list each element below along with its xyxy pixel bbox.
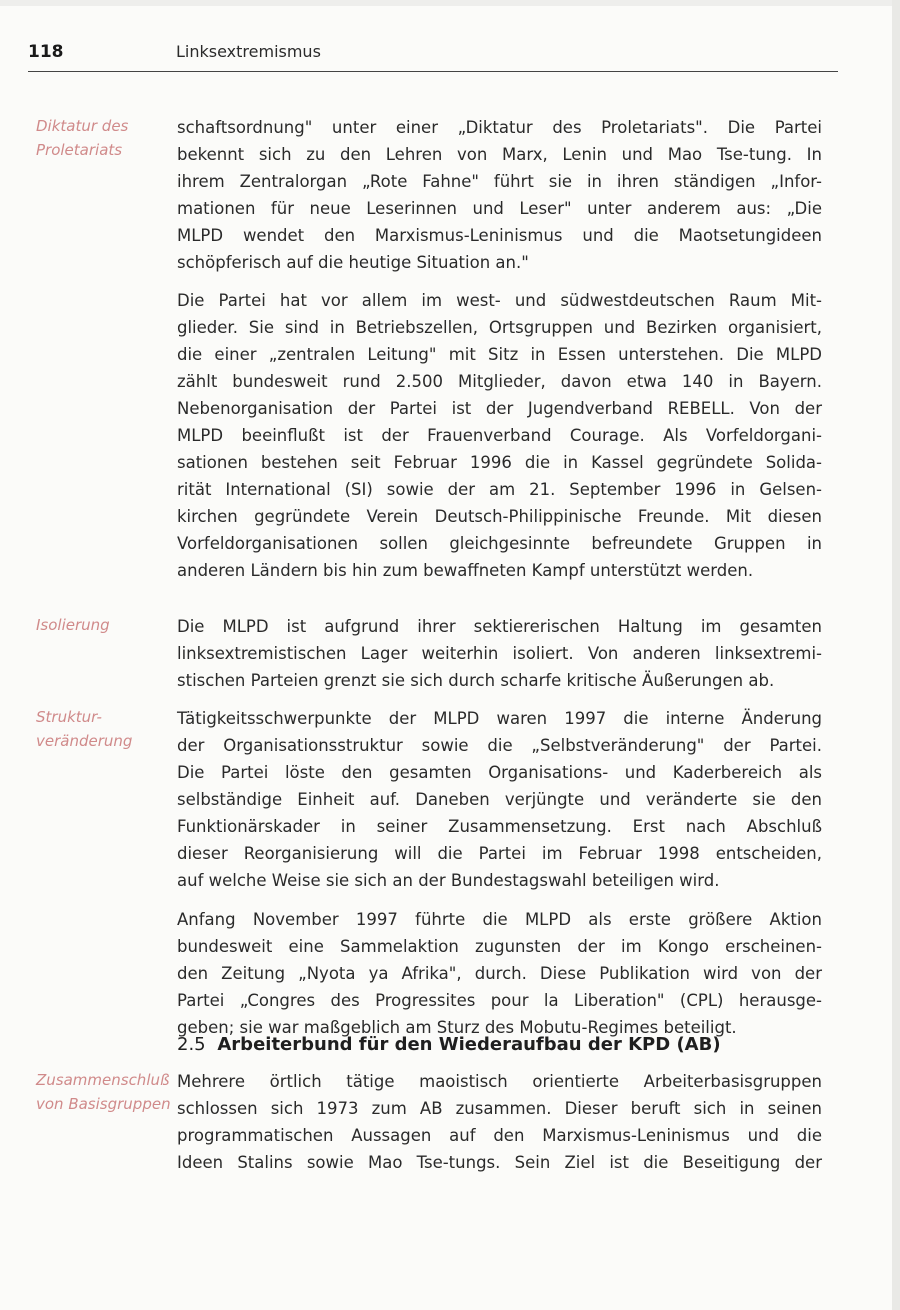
text-line: bundesweit eine Sammelaktion zugunsten der im Kongo erscheinen- — [177, 937, 822, 956]
text-line: Die Partei löste den gesamten Organisations- und Kaderbereich als — [177, 763, 822, 782]
text-line: stischen Parteien grenzt sie sich durch scharfe kritische Äußerungen ab. — [177, 671, 775, 690]
text-line: selbständige Einheit auf. Daneben verjüngte und veränderte sie den — [177, 790, 822, 809]
margin-note-line: veränderung — [36, 732, 133, 750]
page-header — [28, 38, 838, 68]
paragraph-strukturveraenderung — [177, 705, 822, 894]
text-line: mationen für neue Leserinnen und Leser" unter anderem aus: „Die — [177, 199, 822, 218]
text-line: ihrem Zentralorgan „Rote Fahne" führt sie in ihren ständigen „Infor- — [177, 172, 822, 191]
margin-note-line: von Basisgruppen — [36, 1095, 171, 1113]
paragraph-arbeiterbund — [177, 1068, 822, 1176]
text-line: der Organisationsstruktur sowie die „Selbstveränderung" der Partei. — [177, 736, 822, 755]
margin-note-isolierung — [36, 613, 171, 637]
text-line: schlossen sich 1973 zum AB zusammen. Dieser beruft sich in seinen — [177, 1099, 822, 1118]
text-line: Nebenorganisation der Partei ist der Jugendverband REBELL. Von der — [177, 399, 822, 418]
text-line: dieser Reorganisierung will die Partei im Februar 1998 entscheiden, — [177, 844, 822, 863]
section-title: Arbeiterbund für den Wiederaufbau der KPD (AB) — [217, 1034, 721, 1055]
margin-note-line: Isolierung — [36, 616, 110, 634]
margin-note-diktatur — [36, 114, 171, 162]
margin-note-line: Proletariats — [36, 141, 123, 159]
paragraph-diktatur — [177, 114, 822, 276]
text-line: glieder. Sie sind in Betriebszellen, Ortsgruppen und Bezirken organisiert, — [177, 318, 822, 337]
text-line: Mehrere örtlich tätige maoistisch orientierte Arbeiterbasisgruppen — [177, 1072, 822, 1091]
text-line: Partei „Congres des Progressites pour la Liberation" (CPL) herausge- — [177, 991, 822, 1010]
text-line: linksextremistischen Lager weiterhin isoliert. Von anderen linksextremi- — [177, 644, 822, 663]
section-number: 2.5 — [177, 1034, 206, 1055]
margin-note-line: Struktur- — [36, 708, 102, 726]
text-line: rität International (SI) sowie der am 21. September 1996 in Gelsen- — [177, 480, 822, 499]
header-rule — [28, 71, 838, 72]
text-line: MLPD wendet den Marxismus-Leninismus und die Maotsetungideen — [177, 226, 822, 245]
text-line: auf welche Weise sie sich an der Bundestagswahl beteiligen wird. — [177, 871, 720, 890]
section-heading — [177, 1034, 721, 1055]
text-line: Die Partei hat vor allem im west- und südwestdeutschen Raum Mit- — [177, 291, 822, 310]
page-right-edge — [892, 0, 900, 1310]
text-line: geben; sie war maßgeblich am Sturz des Mobutu-Regimes beteiligt. — [177, 1018, 737, 1037]
text-line: zählt bundesweit rund 2.500 Mitglieder, davon etwa 140 in Bayern. — [177, 372, 822, 391]
text-line: schaftsordnung" unter einer „Diktatur des Proletariats". Die Partei — [177, 118, 822, 137]
margin-note-line: Zusammenschluß — [36, 1071, 170, 1089]
text-line: kirchen gegründete Verein Deutsch-Philippinische Freunde. Mit diesen — [177, 507, 822, 526]
page-number: 118 — [28, 42, 64, 62]
text-line: MLPD beeinflußt ist der Frauenverband Courage. Als Vorfeldorgani- — [177, 426, 822, 445]
text-line: anderen Ländern bis hin zum bewaffneten Kampf unterstützt werden. — [177, 561, 754, 580]
paragraph-isolierung — [177, 613, 822, 694]
paragraph-sammelaktion — [177, 906, 822, 1041]
running-title: Linksextremismus — [176, 42, 321, 61]
text-line: Anfang November 1997 führte die MLPD als erste größere Aktion — [177, 910, 822, 929]
text-line: den Zeitung „Nyota ya Afrika", durch. Diese Publikation wird von der — [177, 964, 822, 983]
text-line: Tätigkeitsschwerpunkte der MLPD waren 1997 die interne Änderung — [177, 709, 822, 728]
text-line: sationen bestehen seit Februar 1996 die in Kassel gegründete Solida- — [177, 453, 822, 472]
page-top-edge — [0, 0, 900, 6]
text-line: Vorfeldorganisationen sollen gleichgesinnte befreundete Gruppen in — [177, 534, 822, 553]
text-line: programmatischen Aussagen auf den Marxismus-Leninismus und die — [177, 1126, 822, 1145]
text-line: Die MLPD ist aufgrund ihrer sektiererischen Haltung im gesamten — [177, 617, 822, 636]
paragraph-mitglieder — [177, 287, 822, 584]
text-line: Funktionärskader in seiner Zusammensetzung. Erst nach Abschluß — [177, 817, 822, 836]
margin-note-zusammenschluss — [36, 1068, 171, 1116]
margin-note-strukturveraenderung — [36, 705, 171, 753]
text-line: schöpferisch auf die heutige Situation an." — [177, 253, 529, 272]
text-line: die einer „zentralen Leitung" mit Sitz in Essen unterstehen. Die MLPD — [177, 345, 822, 364]
margin-note-line: Diktatur des — [36, 117, 129, 135]
text-line: Ideen Stalins sowie Mao Tse-tungs. Sein Ziel ist die Beseitigung der — [177, 1153, 822, 1172]
text-line: bekennt sich zu den Lehren von Marx, Lenin und Mao Tse-tung. In — [177, 145, 822, 164]
